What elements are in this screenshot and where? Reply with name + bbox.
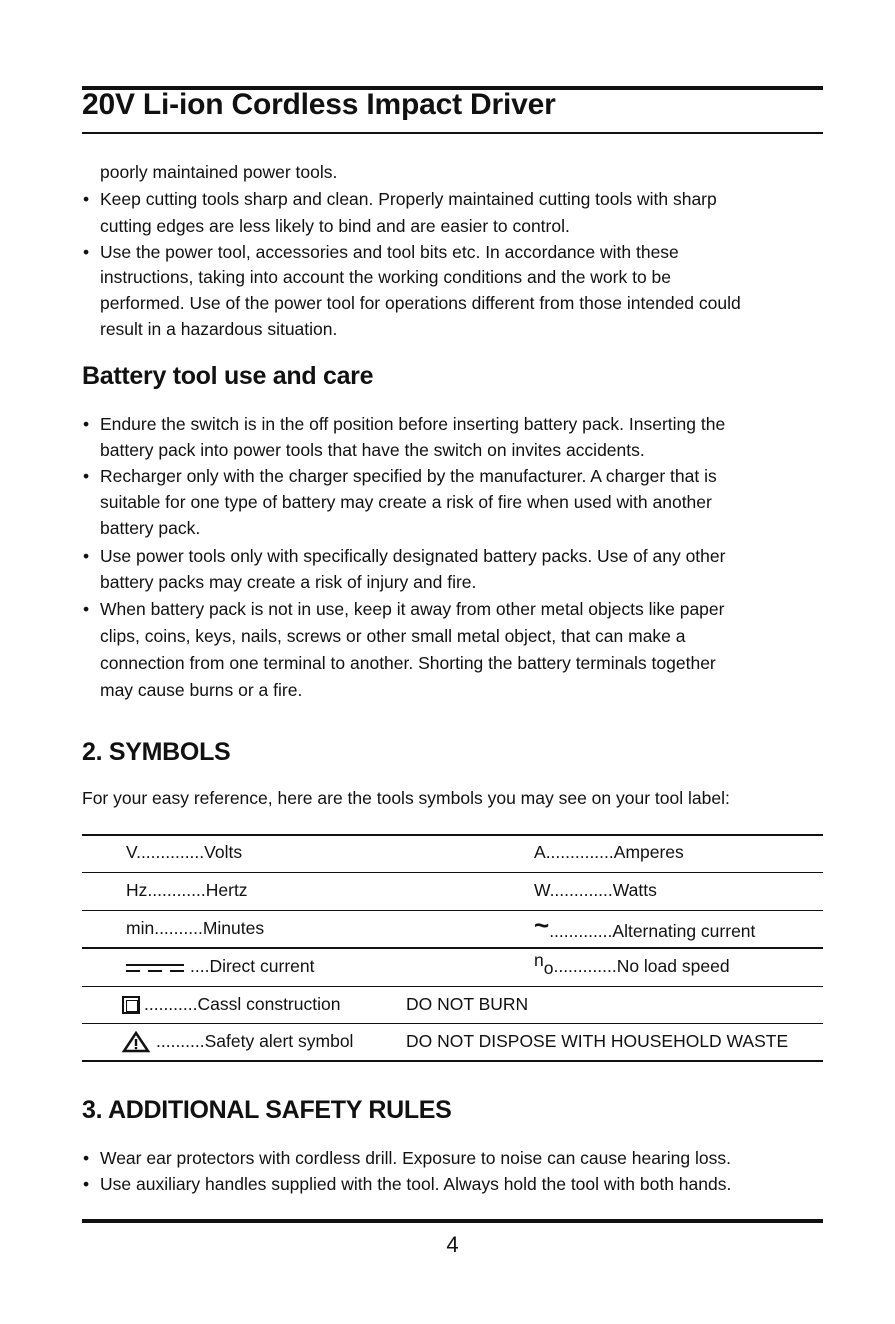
table-row xyxy=(82,1024,823,1062)
warning-text: DO NOT DISPOSE WITH HOUSEHOLD WASTE xyxy=(406,1031,789,1051)
symbol-meaning: Safety alert symbol xyxy=(204,1031,354,1051)
symbol-meaning: Direct current xyxy=(209,956,315,976)
text-line: Recharger only with the charger specified by the manufacturer. A charger that is xyxy=(100,466,717,486)
symbol-left xyxy=(126,835,242,873)
symbol-code: W xyxy=(534,880,550,900)
table-row xyxy=(82,873,823,911)
dot-leader: ........... xyxy=(144,994,198,1014)
bullet-icon: • xyxy=(83,189,90,209)
symbol-right xyxy=(534,835,684,873)
text-line: may cause burns or a fire. xyxy=(100,680,303,700)
text-line: battery pack. xyxy=(100,518,201,538)
additional-heading: 3. ADDITIONAL SAFETY RULES xyxy=(82,1096,452,1124)
table-bottom-rule xyxy=(82,1060,823,1062)
symbol-meaning: Minutes xyxy=(202,918,265,938)
symbols-heading: 2. SYMBOLS xyxy=(82,738,231,766)
dot-leader: ............ xyxy=(147,880,206,900)
alternating-current-icon: ~ xyxy=(534,910,550,940)
bullet-icon: • xyxy=(83,546,90,566)
text-line: Use the power tool, accessories and tool bits etc. In accordance with these xyxy=(100,242,679,262)
symbol-right xyxy=(534,873,657,911)
dot-leader: .......... xyxy=(154,918,203,938)
symbol-right xyxy=(534,949,730,987)
symbol-code: min xyxy=(126,918,155,938)
title-bottom-rule xyxy=(82,132,823,134)
bullet-icon: • xyxy=(83,414,90,434)
dot-leader: .......... xyxy=(156,1031,205,1051)
symbol-code: Hz xyxy=(126,880,148,900)
double-insulation-icon xyxy=(122,996,140,1014)
symbol-right xyxy=(534,911,755,949)
bullet-icon: • xyxy=(83,1174,90,1194)
safety-alert-icon xyxy=(122,1031,150,1053)
symbol-left xyxy=(126,873,248,911)
dot-leader: .... xyxy=(190,956,210,976)
text-line: Wear ear protectors with cordless drill. Exposure to noise can cause hearing loss. xyxy=(100,1148,731,1168)
bullet-icon: • xyxy=(83,242,90,262)
bullet-icon: • xyxy=(83,1148,90,1168)
dot-leader: .............. xyxy=(136,842,205,862)
symbol-meaning: No load speed xyxy=(616,956,730,976)
table-row xyxy=(82,835,823,873)
dot-leader: ............. xyxy=(549,880,613,900)
symbol-code: A xyxy=(534,842,546,862)
symbol-meaning: Alternating current xyxy=(612,921,756,941)
text-line: Keep cutting tools sharp and clean. Properly maintained cutting tools with sharp xyxy=(100,189,717,209)
text-line: battery packs may create a risk of injury and fire. xyxy=(100,572,477,592)
warning-text: DO NOT BURN xyxy=(406,994,529,1014)
text-line: result in a hazardous situation. xyxy=(100,319,338,339)
direct-current-icon xyxy=(124,960,186,974)
table-row xyxy=(82,987,823,1025)
symbol-meaning: Amperes xyxy=(613,842,684,862)
symbol-left xyxy=(122,987,340,1025)
text-line: cutting edges are less likely to bind and are easier to control. xyxy=(100,216,570,236)
symbol-left xyxy=(122,1024,353,1062)
dot-leader: ............. xyxy=(549,921,613,941)
bullet-icon: • xyxy=(83,466,90,486)
text-line: instructions, taking into account the working conditions and the work to be xyxy=(100,267,672,287)
text-line: poorly maintained power tools. xyxy=(100,162,338,182)
bullet-icon: • xyxy=(83,599,90,619)
symbol-left xyxy=(126,911,264,949)
symbol-subscript: o xyxy=(543,958,554,978)
battery-heading: Battery tool use and care xyxy=(82,362,374,390)
table-row xyxy=(82,949,823,987)
symbol-superscript: n xyxy=(534,950,544,970)
symbol-left xyxy=(124,949,314,987)
text-line: performed. Use of the power tool for operations different from those intended could xyxy=(100,293,741,313)
table-row xyxy=(82,911,823,949)
text-line: battery pack into power tools that have the switch on invites accidents. xyxy=(100,440,645,460)
text-line: connection from one terminal to another. Shorting the battery terminals together xyxy=(100,653,716,673)
symbol-meaning: Hertz xyxy=(205,880,248,900)
symbols-intro: For your easy reference, here are the tools symbols you may see on your tool label: xyxy=(82,788,730,808)
text-line: Use power tools only with specifically designated battery packs. Use of any other xyxy=(100,546,726,566)
text-line: suitable for one type of battery may create a risk of fire when used with another xyxy=(100,492,712,512)
symbol-code: V xyxy=(126,842,137,862)
text-line: Endure the switch is in the off position before inserting battery pack. Inserting the xyxy=(100,414,726,434)
dot-leader: ............. xyxy=(553,956,617,976)
footer-rule xyxy=(82,1219,823,1223)
symbol-meaning: Volts xyxy=(204,842,243,862)
text-line: clips, coins, keys, nails, screws or other small metal object, that can make a xyxy=(100,626,686,646)
text-line: Use auxiliary handles supplied with the tool. Always hold the tool with both hands. xyxy=(100,1174,732,1194)
symbol-meaning: Cassl construction xyxy=(197,994,341,1014)
page-title: 20V Li-ion Cordless Impact Driver xyxy=(82,88,556,121)
no-load-speed-icon xyxy=(534,950,553,978)
text-line: When battery pack is not in use, keep it away from other metal objects like paper xyxy=(100,599,725,619)
symbol-meaning: Watts xyxy=(612,880,657,900)
dot-leader: .............. xyxy=(545,842,614,862)
page-number: 4 xyxy=(446,1232,459,1257)
